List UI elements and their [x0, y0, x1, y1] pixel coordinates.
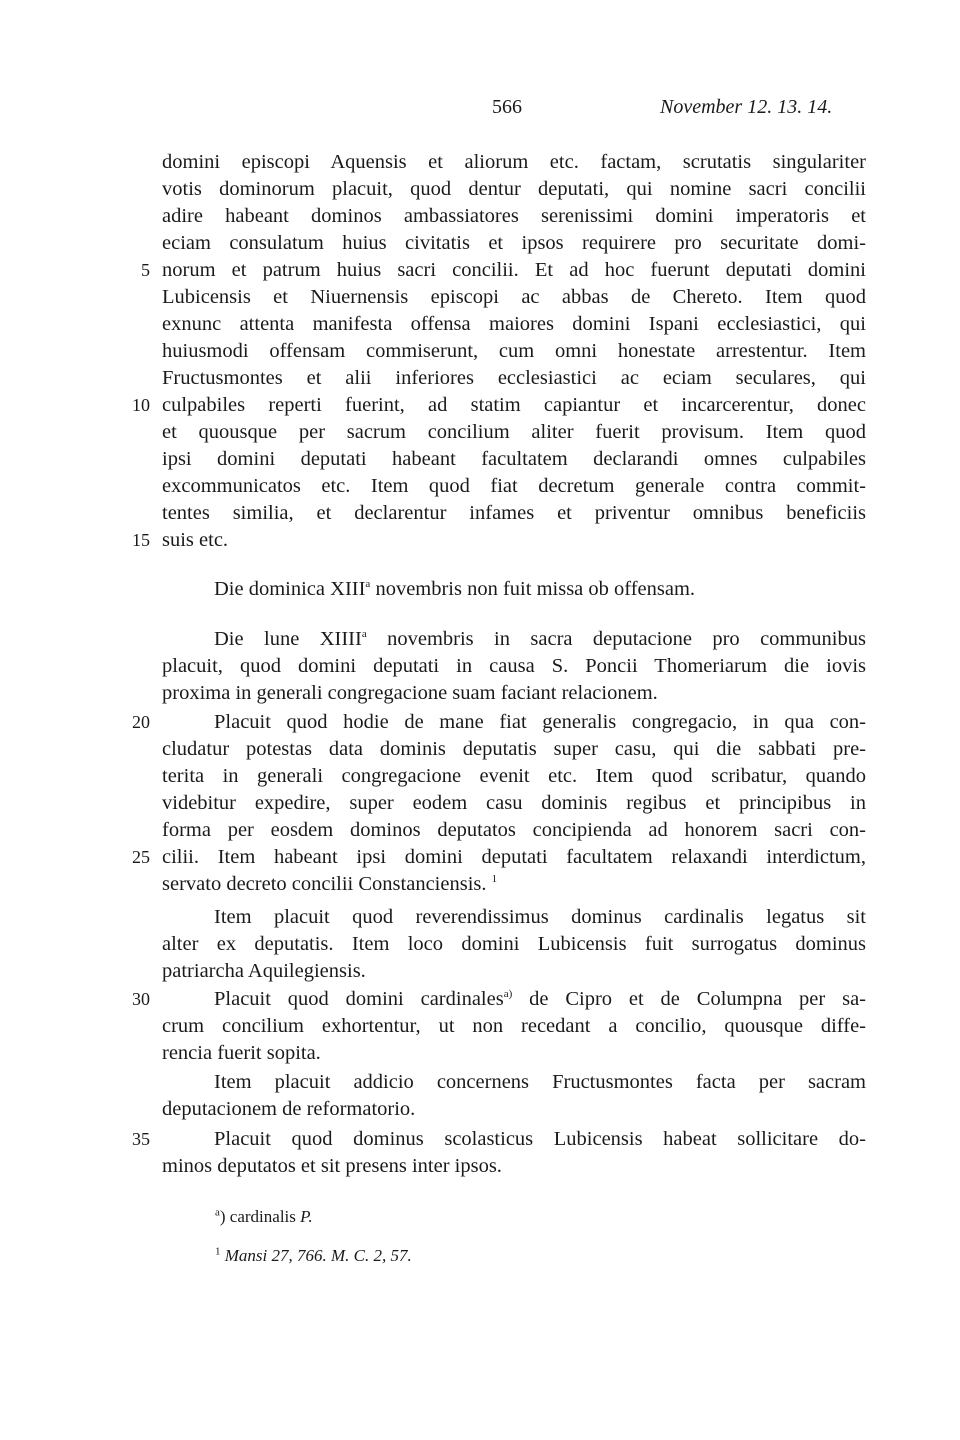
text-line: Lubicensis et Niuernensis episcopi ac abbas de Chereto. Item quod: [162, 286, 866, 308]
text-line: adire habeant dominos ambassiatores serenissimi domini imperatoris et: [162, 205, 866, 227]
text-line: servato decreto concilii Constanciensis. $^1$: [162, 873, 498, 895]
footnote-a: $^a$) cardinalis P.: [215, 1206, 313, 1226]
line-number: 35: [132, 1129, 150, 1149]
text-line: norum et patrum huius sacri concilii. Et ad hoc fuerunt deputati domini: [162, 259, 866, 281]
text-line: suis etc.: [162, 529, 229, 551]
text-line: cilii. Item habeant ipsi domini deputati facultatem relaxandi interdictum,: [162, 846, 866, 868]
text-line: Die lune XIIII$^a$ novembris in sacra deputacione pro communibus: [214, 628, 866, 650]
text-line: forma per eosdem dominos deputatos concipienda ad honorem sacri con-: [162, 819, 866, 841]
line-number: 15: [132, 530, 150, 550]
text-line: Item placuit quod reverendissimus dominus cardinalis legatus sit: [214, 906, 866, 928]
line-number: 5: [141, 260, 150, 280]
text-line: terita in generali congregacione evenit etc. Item quod scribatur, quando: [162, 765, 866, 787]
text-line: Placuit quod domini cardinales$^{a)}$ de Cipro et de Columpna per sa-: [214, 988, 866, 1010]
text-line: votis dominorum placuit, quod dentur deputati, qui nomine sacri concilii: [162, 178, 866, 200]
page-number: 566: [492, 96, 522, 118]
text-line: huiusmodi offensam commiserunt, cum omni honestate arrestentur. Item: [162, 340, 866, 362]
text-line: crum concilium exhortentur, ut non recedant a concilio, quousque diffe-: [162, 1015, 866, 1037]
text-line: domini episcopi Aquensis et aliorum etc. factam, scrutatis singulariter: [162, 151, 866, 173]
text-line: et quousque per sacrum concilium aliter fuerit provisum. Item quod: [162, 421, 866, 443]
text-line: Fructusmontes et alii inferiores ecclesiastici ac eciam seculares, qui: [162, 367, 866, 389]
text-line: cludatur potestas data dominis deputatis super casu, qui die sabbati pre-: [162, 738, 866, 760]
text-line: Placuit quod hodie de mane fiat generalis congregacio, in qua con-: [214, 711, 866, 733]
line-number: 20: [132, 712, 150, 732]
text-line: placuit, quod domini deputati in causa S. Poncii Thomeriarum die iovis: [162, 655, 866, 677]
text-line: Placuit quod dominus scolasticus Lubicensis habeat sollicitare do-: [214, 1128, 866, 1150]
text-line: eciam consulatum huius civitatis et ipsos requirere pro securitate domi-: [162, 232, 866, 254]
text-line: Die dominica XIII$^a$ novembris non fuit missa ob offensam.: [214, 578, 696, 600]
text-line: culpabiles reperti fuerint, ad statim capiantur et incarcerentur, donec: [162, 394, 866, 416]
text-line: proxima in generali congregacione suam faciant relacionem.: [162, 682, 658, 704]
footnote-1: $^1$ Mansi 27, 766. M. C. 2, 57.: [215, 1245, 412, 1265]
text-line: excommunicatos etc. Item quod fiat decretum generale contra commit-: [162, 475, 866, 497]
text-line: patriarcha Aquilegiensis.: [162, 960, 366, 982]
text-line: rencia fuerit sopita.: [162, 1042, 321, 1064]
text-line: ipsi domini deputati habeant facultatem declarandi omnes culpabiles: [162, 448, 866, 470]
text-line: minos deputatos et sit presens inter ipsos.: [162, 1155, 502, 1177]
line-number: 25: [132, 847, 150, 867]
line-number: 10: [132, 395, 150, 415]
running-title: November 12. 13. 14.: [660, 96, 833, 118]
text-line: exnunc attenta manifesta offensa maiores domini Ispani ecclesiastici, qui: [162, 313, 866, 335]
line-number: 30: [132, 989, 150, 1009]
text-line: alter ex deputatis. Item loco domini Lubicensis fuit surrogatus dominus: [162, 933, 866, 955]
text-line: Item placuit addicio concernens Fructusmontes facta per sacram: [214, 1071, 866, 1093]
text-line: videbitur expedire, super eodem casu dominis regibus et principibus in: [162, 792, 866, 814]
text-line: deputacionem de reformatorio.: [162, 1098, 416, 1120]
text-line: tentes similia, et declarentur infames et priventur omnibus beneficiis: [162, 502, 866, 524]
